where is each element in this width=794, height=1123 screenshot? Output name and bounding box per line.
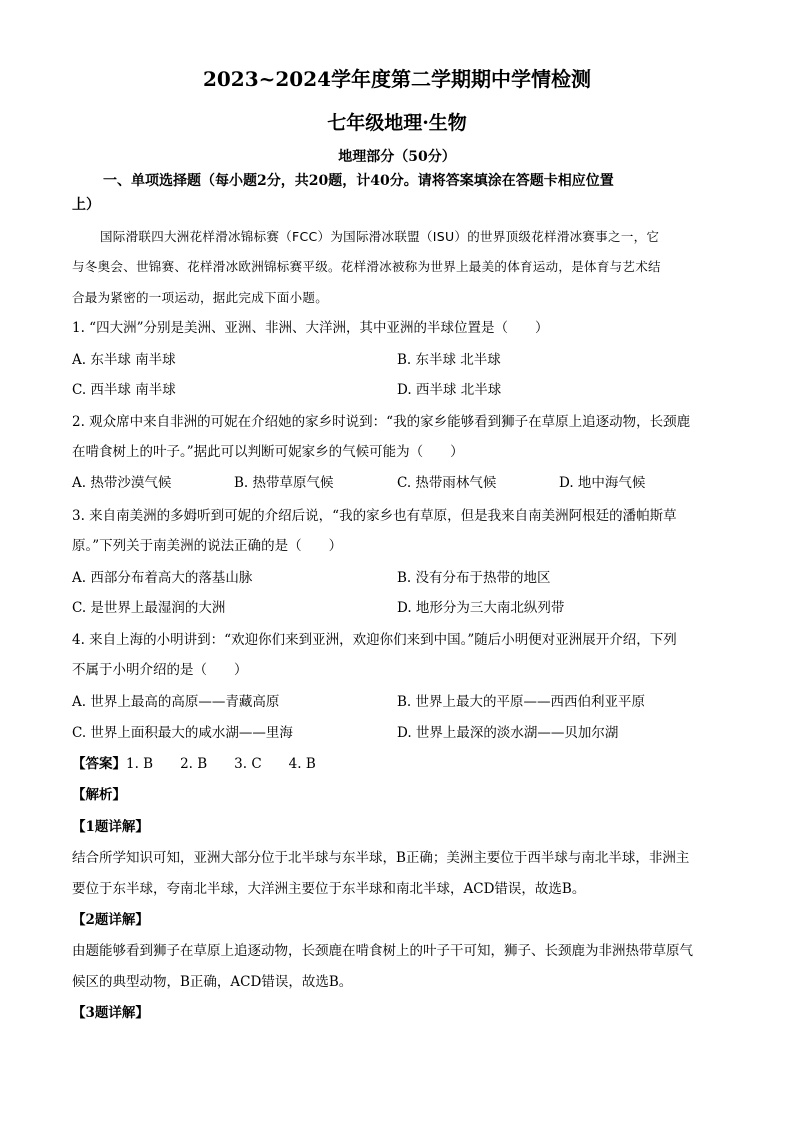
passage-line: 国际滑联四大洲花样滑冰锦标赛（FCC）为国际滑冰联盟（ISU）的世界顶级花样滑冰赛事之一，它 (100, 229, 660, 244)
question-4-option-d: D. 世界上最深的淡水湖——贝加尔湖 (397, 725, 619, 741)
q2-detail-label: 【2题详解】 (72, 912, 149, 928)
passage-line: 合最为紧密的一项运动，据此完成下面小题。 (72, 290, 329, 305)
passage-line: 与冬奥会、世锦赛、花样滑冰欧洲锦标赛平级。花样滑冰被称为世界上最美的体育运动，是体育与艺术结 (72, 259, 661, 274)
question-3-stem-continued: 原。”下列关于南美洲的说法正确的是（ ） (72, 538, 343, 554)
analysis-label: 【解析】 (72, 787, 126, 803)
q1-detail-text-continued: 要位于东半球，夸南北半球，大洋洲主要位于东半球和南北半球，ACD错误，故选B。 (72, 881, 586, 897)
question-3-option-b: B. 没有分布于热带的地区 (397, 570, 551, 586)
question-2-stem-continued: 在啃食树上的叶子。”据此可以判断可妮家乡的气候可能为（ ） (72, 444, 464, 460)
question-2-option-c: C. 热带雨林气候 (397, 475, 497, 491)
question-2-option-d: D. 地中海气候 (559, 475, 646, 491)
question-2-option-b: B. 热带草原气候 (234, 475, 334, 491)
page-title: 2023~2024学年度第二学期期中学情检测 (202, 67, 592, 91)
question-3-option-d: D. 地形分为三大南北纵列带 (397, 600, 565, 616)
question-4-option-c: C. 世界上面积最大的咸水湖——里海 (72, 725, 293, 741)
page-subtitle: 七年级地理·生物 (327, 112, 467, 134)
question-1-stem: 1. “四大洲”分别是美洲、亚洲、非洲、大洋洲，其中亚洲的半球位置是（ ） (72, 320, 549, 336)
question-1-option-a: A. 东半球 南半球 (72, 352, 176, 368)
answer-label: 【答案】 (72, 756, 126, 772)
answer-row (72, 755, 316, 773)
question-3-stem: 3. 来自南美洲的多姆听到可妮的介绍后说，“我的家乡也有草原，但是我来自南美洲阿根廷的潘帕斯草 (72, 508, 677, 524)
question-3-option-a: A. 西部分布着高大的落基山脉 (72, 570, 253, 586)
question-1-option-d: D. 西半球 北半球 (397, 382, 502, 398)
q1-detail-label: 【1题详解】 (72, 819, 149, 835)
answer-text: 1. B 2. B 3. C 4. B (126, 756, 316, 772)
question-4-option-a: A. 世界上最高的高原——青藏高原 (72, 694, 280, 710)
question-2-option-a: A. 热带沙漠气候 (72, 475, 172, 491)
section-title: 地理部分（50分） (338, 149, 456, 165)
question-1-option-c: C. 西半球 南半球 (72, 382, 176, 398)
part-heading-continued: 上） (72, 197, 100, 213)
q3-detail-label: 【3题详解】 (72, 1005, 149, 1021)
question-2-stem: 2. 观众席中来自非洲的可妮在介绍她的家乡时说到：“我的家乡能够看到狮子在草原上追逐动物，长颈鹿 (72, 414, 691, 430)
question-4-stem-continued: 不属于小明介绍的是（ ） (72, 662, 248, 678)
question-3-option-c: C. 是世界上最湿润的大洲 (72, 600, 226, 616)
part-heading: 一、单项选择题（每小题2分，共20题，计40分。请将答案填涂在答题卡相应位置 (103, 173, 614, 189)
q1-detail-text: 结合所学知识可知，亚洲大部分位于北半球与东半球，B正确；美洲主要位于西半球与南北半球，非洲主 (72, 850, 690, 866)
q2-detail-text-continued: 候区的典型动物，B正确，ACD错误，故选B。 (72, 974, 353, 990)
question-1-option-b: B. 东半球 北半球 (397, 352, 501, 368)
question-4-stem: 4. 来自上海的小明讲到：“欢迎你们来到亚洲，欢迎你们来到中国。”随后小明便对亚洲展开介绍，下列 (72, 632, 677, 648)
q2-detail-text: 由题能够看到狮子在草原上追逐动物，长颈鹿在啃食树上的叶子干可知，狮子、长颈鹿为非洲热带草原气 (72, 943, 693, 959)
question-4-option-b: B. 世界上最大的平原——西西伯利亚平原 (397, 694, 646, 710)
